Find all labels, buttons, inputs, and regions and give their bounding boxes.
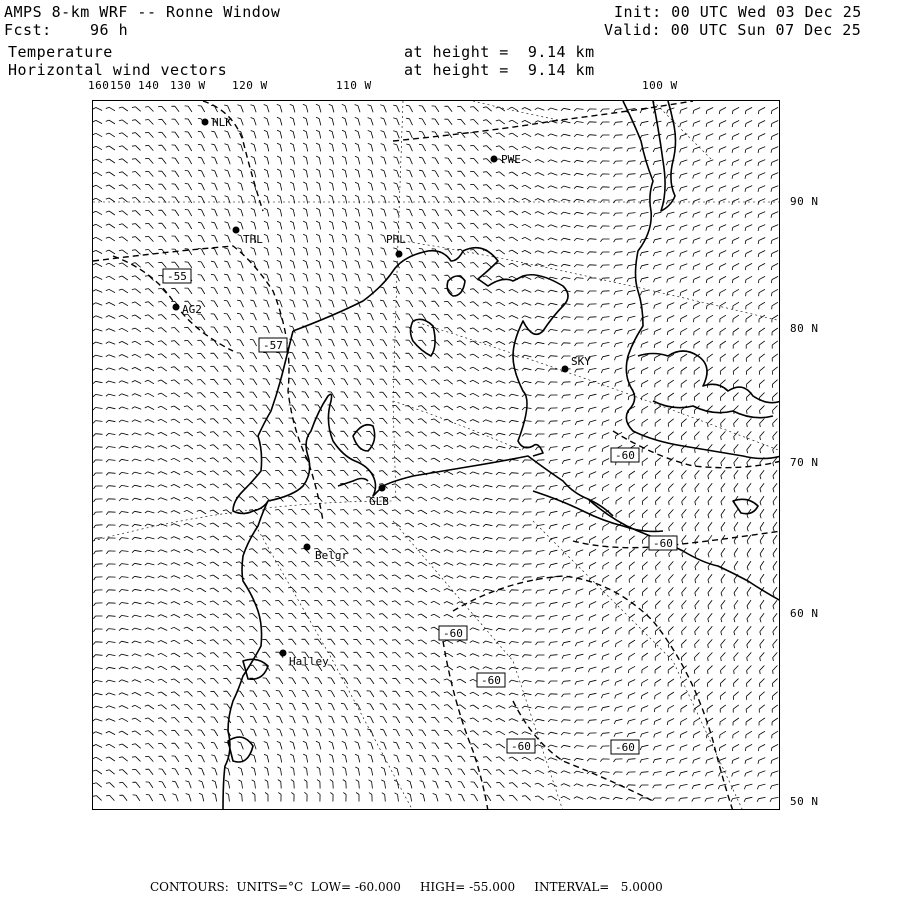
forecast-label: Fcst: (4, 21, 52, 39)
lon-label-120: 120 W (232, 79, 268, 92)
map-canvas (93, 101, 780, 810)
station-phl-marker (396, 251, 403, 258)
island-1 (353, 425, 375, 451)
island-6 (228, 737, 253, 762)
station-glb-label: GLB (369, 495, 389, 508)
coast-branch (588, 499, 613, 516)
station-sky-label: SKY (571, 355, 591, 368)
coast-gl (338, 479, 368, 487)
station-thl-label: THL (243, 233, 263, 246)
station-pwe-marker (491, 156, 498, 163)
lon-label-100: 100 W (642, 79, 678, 92)
lat-arc-1 (403, 241, 780, 321)
contour-label-5 (439, 626, 467, 640)
coast-antarctic-peninsula (623, 101, 780, 459)
temperature-contours (93, 101, 780, 810)
coastline (223, 101, 780, 810)
lon-label-160: 160 (88, 79, 110, 92)
lat-label-80: 80 N (790, 322, 819, 335)
map-panel (92, 100, 780, 810)
init-time: Init: 00 UTC Wed 03 Dec 25 (614, 3, 862, 21)
station-glb-marker (379, 485, 386, 492)
station-hlk-label: HLK (212, 116, 232, 129)
island-2 (411, 319, 436, 356)
station-hlk-marker (202, 119, 209, 126)
field-temperature-level: at height = 9.14 km (404, 43, 595, 61)
coast-south-east (588, 499, 780, 601)
station-pwe-label: PWE (501, 153, 521, 166)
lat-label-70: 70 N (790, 456, 819, 469)
station-halley-marker (280, 650, 287, 657)
contour-label-2-text: -57 (263, 339, 283, 352)
wind-barb-field (93, 104, 778, 802)
contour-label-8-text: -60 (615, 741, 635, 754)
contour-label-2 (259, 338, 287, 352)
station-halley-label: Halley (289, 655, 329, 668)
forecast-hours: 96 h (90, 21, 129, 39)
contour-label-1 (163, 269, 191, 283)
lat-arc-4 (93, 501, 393, 541)
contour-label-4-text: -60 (653, 537, 673, 550)
contour-label-7 (507, 739, 535, 753)
station-phl-label: PHL (386, 233, 406, 246)
station-sky-marker (562, 366, 569, 373)
coast-islands-a (638, 351, 780, 403)
field-wind-level: at height = 9.14 km (404, 61, 595, 79)
station-belgr-label: Belgr (315, 549, 349, 562)
station-thl-marker (233, 227, 240, 234)
lon-label-110: 110 W (336, 79, 372, 92)
island-3 (447, 276, 465, 296)
station-belgr-marker (304, 544, 311, 551)
coast-peninsula-inner (653, 101, 676, 211)
station-ag2-marker (173, 304, 180, 311)
contour-label-5-text: -60 (443, 627, 463, 640)
station-ag2-label: AG2 (182, 303, 202, 316)
graticule (93, 101, 780, 810)
contour-label-6 (477, 673, 505, 687)
valid-time: Valid: 00 UTC Sun 07 Dec 25 (604, 21, 862, 39)
field-wind: Horizontal wind vectors (8, 61, 228, 79)
contour-label-3-text: -60 (615, 449, 635, 462)
contour-55 (93, 246, 323, 521)
contour-label-8 (611, 740, 639, 754)
contour-label-7-text: -60 (511, 740, 531, 753)
lat-label-60: 60 N (790, 607, 819, 620)
map-title: AMPS 8-km WRF -- Ronne Window (4, 3, 281, 21)
coast-ronne-north (293, 248, 568, 456)
contour-label-6-text: -60 (481, 674, 501, 687)
coast-islands-b (653, 401, 773, 418)
contour-label-1-text: -55 (167, 270, 187, 283)
lon-label-130: 130 W (170, 79, 206, 92)
contour-label-3 (611, 448, 639, 462)
lon-label-140: 140 (138, 79, 160, 92)
lat-arc-5 (473, 101, 563, 121)
contour-info-footer: CONTOURS: UNITS=°C LOW= -60.000 HIGH= -55.000 INTERVAL= 5.0000 (150, 880, 663, 894)
lon-label-150: 150 (110, 79, 132, 92)
field-temperature: Temperature (8, 43, 113, 61)
lat-label-90: 90 N (790, 195, 819, 208)
wind-vectors (93, 104, 778, 802)
contour-60c (453, 576, 733, 810)
contour-label-4 (649, 536, 677, 550)
station-labels (182, 116, 591, 668)
lat-label-50: 50 N (790, 795, 819, 808)
